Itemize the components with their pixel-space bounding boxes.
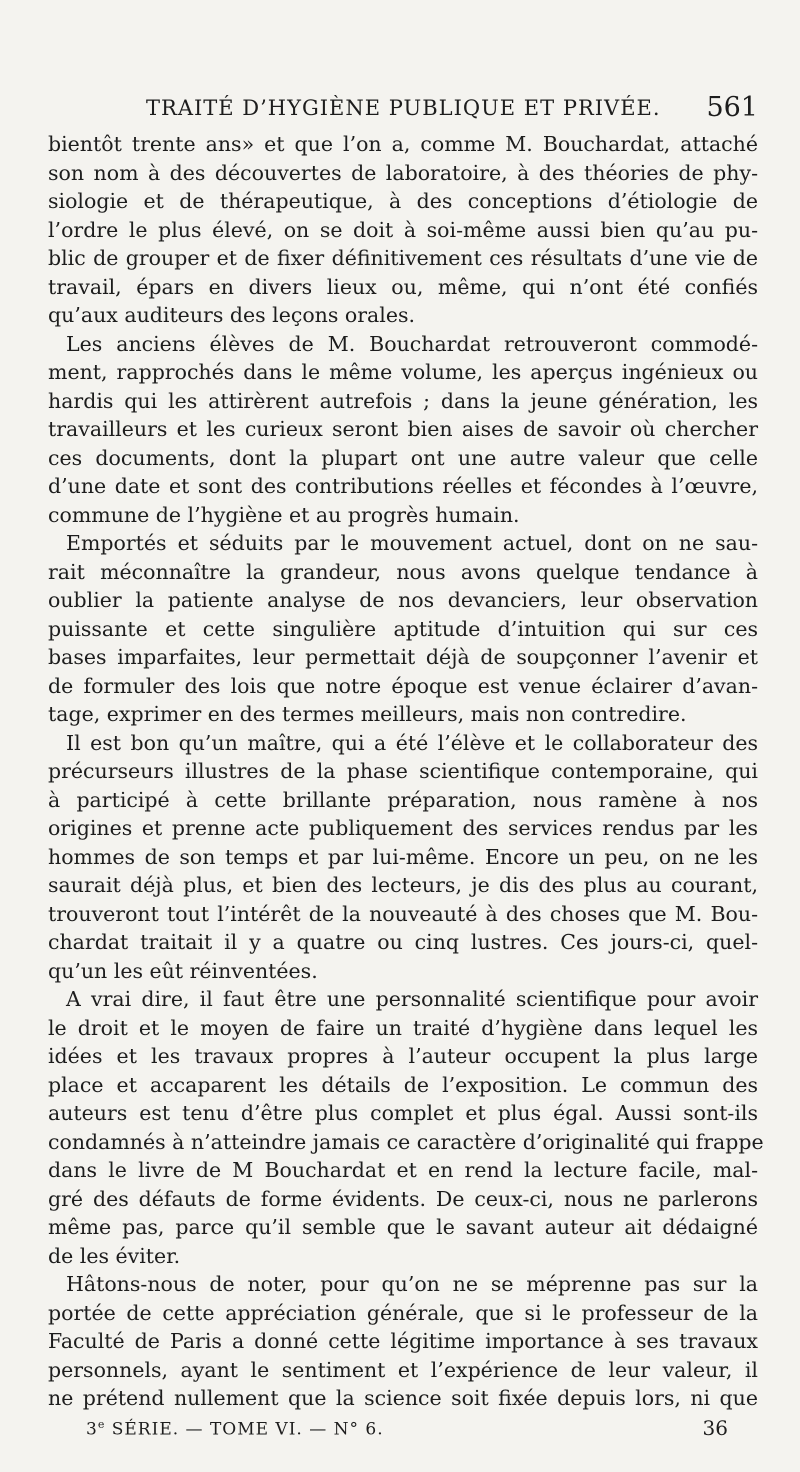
- text-line: son nom à des découvertes de laboratoire, à des théories de phy-: [48, 160, 758, 185]
- text-line: auteurs est tenu d’être plus complet et plus égal. Aussi sont-ils: [48, 1101, 758, 1125]
- text-line: d’une date et sont des contributions réelles et fécondes à l’œuvre,: [48, 474, 758, 498]
- text-line: puissante et cette singulière aptitude d’intuition qui sur ces: [48, 616, 758, 641]
- text-line: portée de cette appréciation générale, que si le professeur de la: [48, 1300, 758, 1325]
- text-line: gré des défauts de forme évidents. De ceux-ci, nous ne parlerons: [48, 1186, 758, 1211]
- text-line: Faculté de Paris a donné cette légitime importance à ses travaux: [48, 1329, 758, 1353]
- running-title: TRAITÉ D’HYGIÈNE PUBLIQUE ET PRIVÉE.: [146, 96, 661, 120]
- text-line: de les éviter.: [48, 1243, 181, 1268]
- text-line: Emportés et séduits par le mouvement actuel, dont on ne sau-: [66, 531, 758, 555]
- text-line: qu’aux auditeurs des leçons orales.: [48, 303, 415, 327]
- sheet-number: 36: [702, 1416, 728, 1440]
- text-line: précurseurs illustres de la phase scientifique contemporaine, qui: [48, 759, 758, 783]
- page-footer: [86, 1418, 728, 1444]
- text-line: travail, épars en divers lieux ou, même, qui n’ont été confiés: [48, 274, 758, 299]
- text-line: travailleurs et les curieux seront bien aises de savoir où chercher: [48, 417, 758, 441]
- text-line: Il est bon qu’un maître, qui a été l’élève et le collaborateur des: [66, 730, 758, 755]
- text-line: Les anciens élèves de M. Bouchardat retrouveront commodé-: [66, 331, 758, 356]
- text-line: qu’un les eût réinventées.: [48, 958, 318, 983]
- text-line: tage, exprimer en des termes meilleurs, mais non contredire.: [48, 702, 687, 726]
- series-number: 3: [86, 1419, 98, 1440]
- text-line: à participé à cette brillante préparation, nous ramène à nos: [48, 787, 758, 812]
- text-line: place et accaparent les détails de l’exposition. Le commun des: [48, 1072, 758, 1097]
- body-text: [48, 130, 764, 1413]
- text-line: bientôt trente ans» et que l’on a, comme M. Bouchardat, attaché: [48, 132, 758, 156]
- text-line: chardat traitait il y a quatre ou cinq lustres. Ces jours-ci, quel-: [48, 930, 758, 954]
- text-line: Hâtons-nous de noter, pour qu’on ne se méprenne pas sur la: [66, 1272, 758, 1296]
- text-line: l’ordre le plus élevé, on se doit à soi-même aussi bien qu’au pu-: [48, 217, 758, 242]
- text-line: de formuler des lois que notre époque est venue éclairer d’avan-: [48, 673, 758, 698]
- text-line: blic de grouper et de fixer définitivement ces résultats d’une vie de: [48, 246, 758, 270]
- running-head: [48, 92, 758, 126]
- text-line: le droit et le moyen de faire un traité d’hygiène dans lequel les: [48, 1015, 758, 1040]
- text-line: commune de l’hygiène et au progrès humain.: [48, 502, 520, 527]
- text-line: A vrai dire, il faut être une personnalité scientifique pour avoir: [66, 987, 758, 1011]
- text-line: idées et les travaux propres à l’auteur occupent la plus large: [48, 1044, 758, 1068]
- series-text: SÉRIE. — TOME VI. — N° 6.: [105, 1419, 384, 1440]
- text-line: ne prétend nullement que la science soit fixée depuis lors, ni que: [48, 1386, 758, 1410]
- text-line: saurait déjà plus, et bien des lecteurs, je dis des plus au courant,: [48, 873, 758, 897]
- text-line: oublier la patiente analyse de nos devanciers, leur observation: [48, 588, 758, 612]
- text-line: trouveront tout l’intérêt de la nouveauté à des choses que M. Bou-: [48, 901, 758, 926]
- text-line: siologie et de thérapeutique, à des conceptions d’étiologie de: [48, 189, 758, 213]
- text-line: ment, rapprochés dans le même volume, les aperçus ingénieux ou: [48, 360, 758, 384]
- text-line: dans le livre de M Bouchardat et en rend la lecture facile, mal-: [48, 1158, 758, 1182]
- text-line: origines et prenne acte publiquement des services rendus par les: [48, 816, 758, 840]
- text-line: rait méconnaître la grandeur, nous avons quelque tendance à: [48, 559, 758, 584]
- text-line: ces documents, dont la plupart ont une autre valeur que celle: [48, 445, 758, 470]
- text-line: condamnés à n’atteindre jamais ce caractère d’originalité qui frappe: [48, 1129, 764, 1154]
- text-line: hommes de son temps et par lui-même. Encore un peu, on ne les: [48, 844, 758, 869]
- text-line: hardis qui les attirèrent autrefois ; dans la jeune génération, les: [48, 388, 758, 413]
- series-superscript: e: [97, 1418, 106, 1431]
- text-line: bases imparfaites, leur permettait déjà de soupçonner l’avenir et: [48, 645, 758, 669]
- text-line: personnels, ayant le sentiment et l’expérience de leur valeur, il: [48, 1357, 758, 1382]
- page-number: 561: [706, 92, 758, 123]
- series-signature: [86, 1418, 384, 1440]
- text-line: même pas, parce qu’il semble que le savant auteur ait dédaigné: [48, 1215, 758, 1239]
